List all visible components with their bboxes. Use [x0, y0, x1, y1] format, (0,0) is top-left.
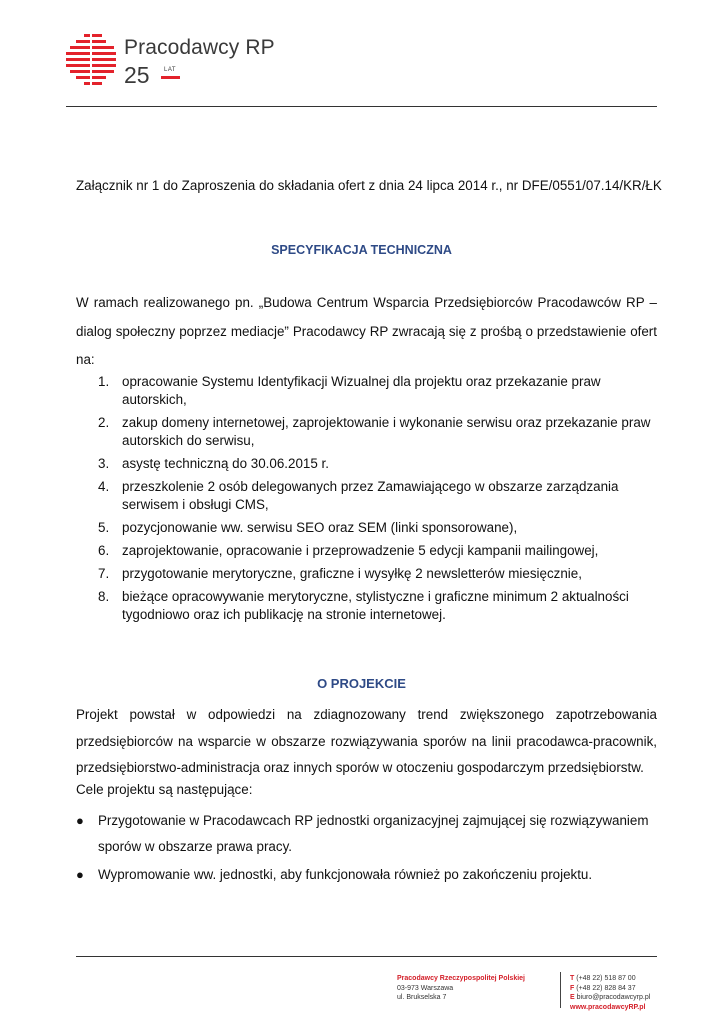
- list-item: [98, 455, 658, 473]
- footer-separator: [560, 972, 561, 1008]
- footer-postal: 03-973 Warszawa: [397, 984, 454, 992]
- list-item: [98, 373, 658, 409]
- list-item-text: Przygotowanie w Pracodawcach RP jednostki organizacyjnej zajmującej się rozwiązywaniem sporów w obszarze prawa pracy.: [98, 813, 649, 854]
- list-item-number: 2.: [98, 415, 110, 430]
- list-item: [98, 542, 658, 560]
- brand-underline: [161, 76, 180, 79]
- list-item: [98, 519, 658, 537]
- brand-years-unit: LAT: [164, 67, 177, 73]
- footer-org: Pracodawcy Rzeczypospolitej Polskiej: [397, 975, 525, 982]
- email-key: E: [570, 994, 575, 1001]
- spec-items-list: [98, 373, 658, 629]
- list-item-number: 5.: [98, 520, 110, 535]
- footer-contacts: [570, 974, 650, 1012]
- brand-name: Pracodawcy RP: [124, 36, 275, 59]
- list-item: [98, 478, 658, 514]
- list-item: [98, 414, 658, 450]
- list-item-text: asystę techniczną do 30.06.2015 r.: [122, 456, 329, 471]
- project-paragraph: Projekt powstał w odpowiedzi na zdiagnozowany trend zwiększonego zapotrzebowania przedsiębiorców na wsparcie w obszarze rozwiązywania sporów na linii pracodawca-pracownik, przedsiębiorstwo-administracja oraz innych sporów w otoczeniu gospodarczym przedsiębiorstw.: [76, 707, 657, 775]
- footer-fax: (+48 22) 828 84 37: [576, 984, 636, 992]
- phone-key: T: [570, 975, 575, 982]
- footer-address: [397, 974, 525, 1003]
- bullet-icon: ●: [76, 813, 84, 828]
- bullet-icon: ●: [76, 867, 84, 882]
- list-item-text: zaprojektowanie, opracowanie i przeprowadzenie 5 edycji kampanii mailingowej,: [122, 543, 599, 558]
- list-item-number: 8.: [98, 589, 110, 604]
- footer-website[interactable]: www.pracodawcyRP.pl: [570, 1003, 646, 1011]
- annex-line: Załącznik nr 1 do Zaproszenia do składania ofert z dnia 24 lipca 2014 r., nr DFE/0551/07.14/KR/ŁK: [76, 178, 662, 193]
- brand-years: 25: [124, 62, 150, 88]
- list-item-text: przeszkolenie 2 osób delegowanych przez Zamawiającego w obszarze zarządzania serwisem i obsługi CMS,: [122, 479, 619, 512]
- list-item-number: 7.: [98, 566, 110, 581]
- list-item-number: 3.: [98, 456, 110, 471]
- list-item-number: 4.: [98, 479, 110, 494]
- brand-logo: [66, 34, 275, 88]
- list-item-number: 1.: [98, 374, 110, 389]
- header-divider: [66, 106, 657, 107]
- footer-street: ul. Brukselska 7: [397, 994, 447, 1001]
- footer-divider: [76, 956, 657, 957]
- spec-title: SPECYFIKACJA TECHNICZNA: [271, 243, 452, 257]
- footer-email[interactable]: biuro@pracodawcyrp.pl: [576, 994, 651, 1001]
- spec-intro: W ramach realizowanego pn. „Budowa Centrum Wsparcia Przedsiębiorców Pracodawców RP – dialog społeczny poprzez mediacje” Pracodawcy RP zwracają się z prośbą o przedstawienie ofert na:: [76, 295, 657, 367]
- list-item: [98, 565, 658, 583]
- list-item-text: bieżące opracowywanie merytoryczne, stylistyczne i graficzne minimum 2 aktualności tygodniowo oraz ich publikację na stronie internetowej.: [122, 589, 629, 622]
- list-item-text: pozycjonowanie ww. serwisu SEO oraz SEM (linki sponsorowane),: [122, 520, 518, 535]
- project-title: O PROJEKCIE: [317, 676, 406, 691]
- list-item: [76, 808, 657, 860]
- brand-logo-icon: [66, 34, 116, 86]
- list-item: [76, 862, 657, 888]
- fax-key: F: [570, 984, 575, 992]
- project-goals-list: [76, 808, 657, 890]
- project-goals-intro: Cele projektu są następujące:: [76, 782, 253, 797]
- footer-phone: (+48 22) 518 87 00: [576, 975, 636, 982]
- list-item-text: Wypromowanie ww. jednostki, aby funkcjonowała również po zakończeniu projektu.: [98, 867, 593, 882]
- list-item-text: zakup domeny internetowej, zaprojektowanie i wykonanie serwisu oraz przekazanie praw autorskich do serwisu,: [122, 415, 651, 448]
- list-item-number: 6.: [98, 543, 110, 558]
- list-item-text: przygotowanie merytoryczne, graficzne i wysyłkę 2 newsletterów miesięcznie,: [122, 566, 582, 581]
- list-item: [98, 588, 658, 624]
- list-item-text: opracowanie Systemu Identyfikacji Wizualnej dla projektu oraz przekazanie praw autorskich,: [122, 374, 601, 407]
